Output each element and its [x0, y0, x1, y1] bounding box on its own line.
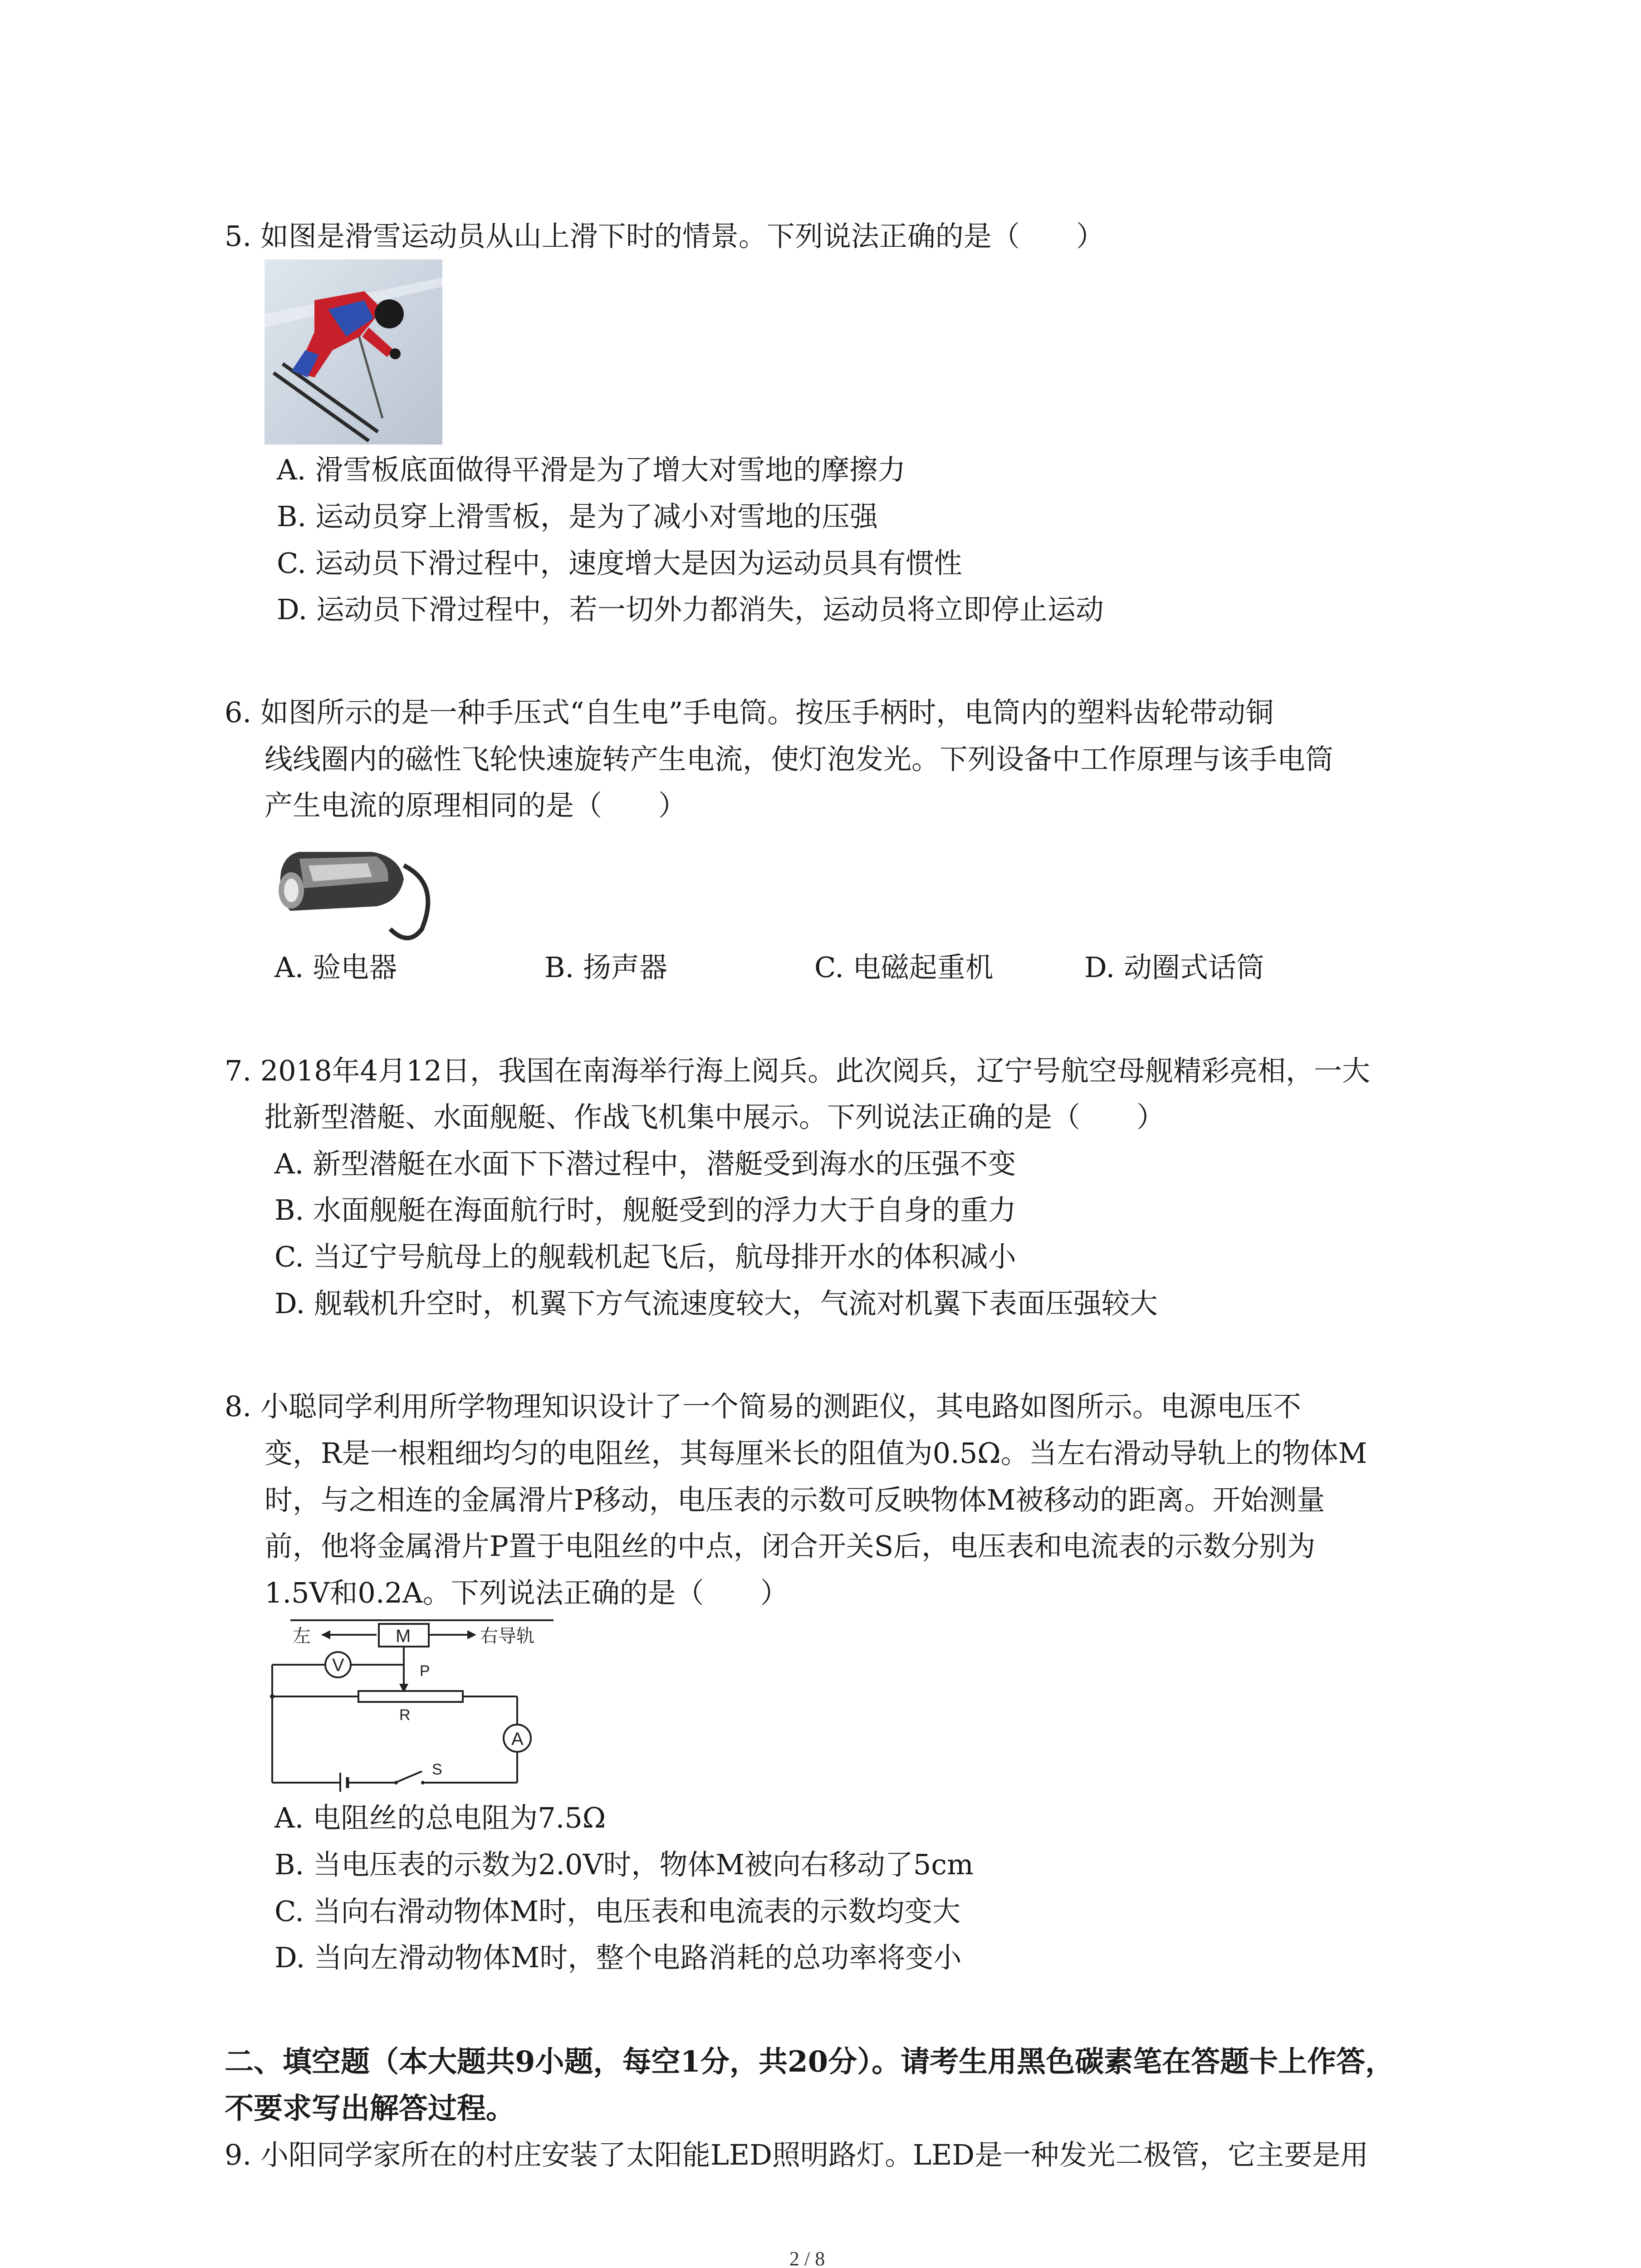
circuit-label-r: R — [399, 1706, 411, 1724]
q5-option-c: C. 运动员下滑过程中，速度增大是因为运动员具有惯性 — [277, 547, 962, 580]
q8-option-c: C. 当向右滑动物体M时，电压表和电流表的示数均变大 — [274, 1895, 961, 1928]
q6-option-d: D. 动圈式话筒 — [1084, 951, 1264, 984]
q6-option-b: B. 扬声器 — [544, 951, 667, 984]
q7-stem-line-1: 7. 2018年4月12日，我国在南海举行海上阅兵。此次阅兵，辽宁号航空母舰精彩亮相，一大 — [225, 1054, 1370, 1087]
flashlight-image — [272, 838, 445, 947]
skier-image — [265, 259, 442, 445]
circuit-diagram — [263, 1615, 581, 1792]
q5-stem: 5. 如图是滑雪运动员从山上滑下时的情景。下列说法正确的是（ ） — [225, 220, 1104, 253]
circuit-voltmeter: V — [332, 1655, 344, 1675]
q7-option-a: A. 新型潜艇在水面下下潜过程中，潜艇受到海水的压强不变 — [274, 1147, 1016, 1180]
q8-stem-line-5: 1.5V和0.2A。下列说法正确的是（ ） — [265, 1576, 789, 1609]
q6-stem-line-3: 产生电流的原理相同的是（ ） — [265, 789, 687, 822]
circuit-label-left: 左 — [293, 1626, 311, 1646]
q8-stem-line-2: 变，R是一根粗细均匀的电阻丝，其每厘米长的阻值为0.5Ω。当左右滑动导轨上的物体M — [265, 1437, 1367, 1470]
q8-option-a: A. 电阻丝的总电阻为7.5Ω — [274, 1801, 606, 1834]
q7-option-b: B. 水面舰艇在海面航行时，舰艇受到的浮力大于自身的重力 — [274, 1193, 1016, 1227]
circuit-label-m: M — [396, 1626, 411, 1646]
q8-stem-line-4: 前，他将金属滑片P置于电阻丝的中点，闭合开关S后，电压表和电流表的示数分别为 — [265, 1530, 1316, 1563]
circuit-ammeter: A — [511, 1729, 524, 1749]
q7-stem-line-2: 批新型潜艇、水面舰艇、作战飞机集中展示。下列说法正确的是（ ） — [265, 1100, 1165, 1134]
q6-stem-line-2: 线线圈内的磁性飞轮快速旋转产生电流，使灯泡发光。下列设备中工作原理与该手电筒 — [265, 743, 1334, 776]
q5-option-d: D. 运动员下滑过程中，若一切外力都消失，运动员将立即停止运动 — [277, 593, 1104, 626]
q7-option-c: C. 当辽宁号航母上的舰载机起飞后，航母排开水的体积减小 — [274, 1240, 1016, 1273]
section2-title-line-1: 二、填空题（本大题共9小题，每空1分，共20分）。请考生用黑色碳素笔在答题卡上作答， — [225, 2045, 1395, 2079]
q5-option-b: B. 运动员穿上滑雪板，是为了减小对雪地的压强 — [277, 500, 878, 533]
page-number: 2 / 8 — [789, 2248, 825, 2268]
q8-option-d: D. 当向左滑动物体M时，整个电路消耗的总功率将变小 — [274, 1941, 962, 1974]
section2-title-line-2: 不要求写出解答过程。 — [225, 2092, 515, 2126]
circuit-label-s: S — [432, 1761, 442, 1778]
q8-option-b: B. 当电压表的示数为2.0V时，物体M被向右移动了5cm — [274, 1848, 974, 1881]
circuit-label-right: 右导轨 — [480, 1626, 534, 1646]
q6-option-a: A. 验电器 — [274, 951, 397, 984]
circuit-label-p: P — [420, 1662, 430, 1680]
q8-stem-line-3: 时，与之相连的金属滑片P移动，电压表的示数可反映物体M被移动的距离。开始测量 — [265, 1483, 1325, 1516]
q8-stem-line-1: 8. 小聪同学利用所学物理知识设计了一个简易的测距仪，其电路如图所示。电源电压不 — [225, 1390, 1301, 1423]
q6-option-c: C. 电磁起重机 — [814, 951, 994, 984]
q5-option-a: A. 滑雪板底面做得平滑是为了增大对雪地的摩擦力 — [277, 453, 906, 486]
q6-stem-line-1: 6. 如图所示的是一种手压式“自生电”手电筒。按压手柄时，电筒内的塑料齿轮带动铜 — [225, 696, 1274, 729]
q7-option-d: D. 舰载机升空时，机翼下方气流速度较大，气流对机翼下表面压强较大 — [274, 1287, 1158, 1320]
q9-stem: 9. 小阳同学家所在的村庄安装了太阳能LED照明路灯。LED是一种发光二极管，它主要是用 — [225, 2138, 1369, 2171]
